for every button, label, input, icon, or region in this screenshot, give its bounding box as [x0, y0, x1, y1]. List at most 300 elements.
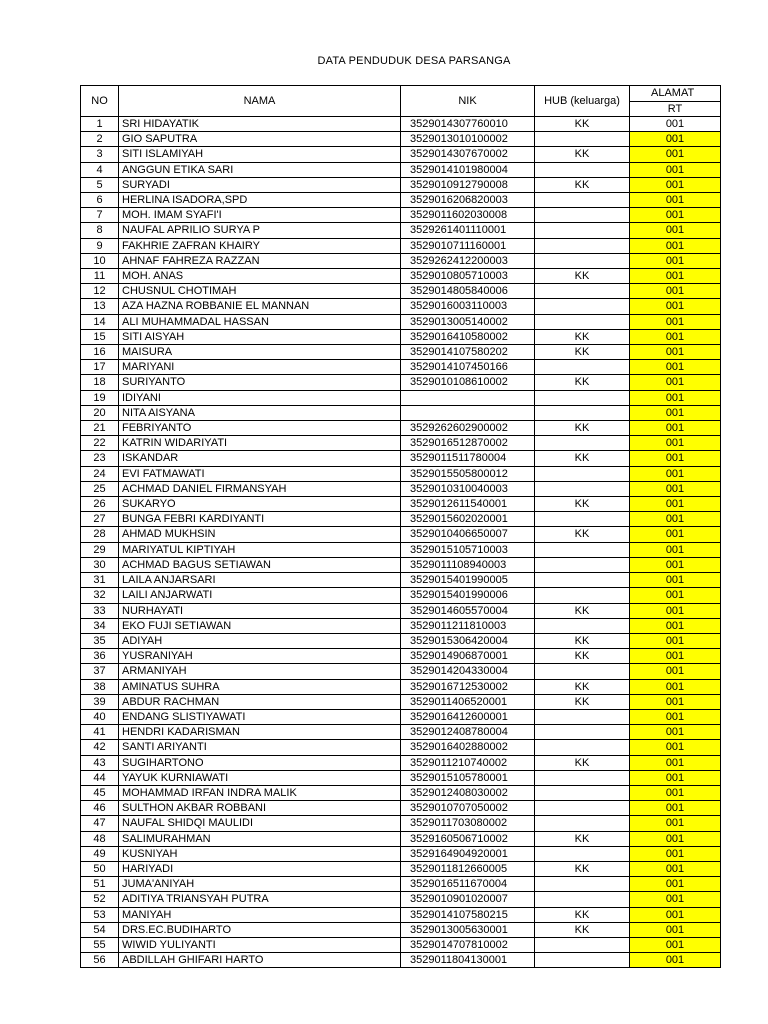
cell-nama: MARIYATUL KIPTIYAH	[119, 542, 401, 557]
table-row	[81, 603, 721, 618]
cell-nama: GIO SAPUTRA	[119, 132, 401, 147]
cell-nik: 3529011804130001	[401, 953, 535, 968]
cell-nama: HARIYADI	[119, 861, 401, 876]
cell-hub	[535, 740, 630, 755]
cell-rt: 001	[630, 740, 721, 755]
cell-hub	[535, 193, 630, 208]
table-row	[81, 573, 721, 588]
cell-rt: 001	[630, 679, 721, 694]
cell-rt: 001	[630, 649, 721, 664]
cell-nama: YUSRANIYAH	[119, 649, 401, 664]
cell-rt: 001	[630, 953, 721, 968]
table-body	[81, 117, 721, 968]
cell-hub	[535, 405, 630, 420]
cell-no: 26	[81, 497, 119, 512]
cell-nama: NAUFAL SHIDQI MAULIDI	[119, 816, 401, 831]
cell-hub: KK	[535, 831, 630, 846]
table-row	[81, 907, 721, 922]
cell-hub	[535, 816, 630, 831]
cell-rt: 001	[630, 785, 721, 800]
cell-nik: 3529015401990005	[401, 573, 535, 588]
cell-hub	[535, 725, 630, 740]
table-row	[81, 785, 721, 800]
table-row	[81, 421, 721, 436]
table-row	[81, 299, 721, 314]
cell-no: 13	[81, 299, 119, 314]
cell-nama: AHNAF FAHREZA RAZZAN	[119, 253, 401, 268]
cell-hub	[535, 299, 630, 314]
cell-no: 25	[81, 481, 119, 496]
cell-nik: 3529014805840006	[401, 284, 535, 299]
table-row	[81, 466, 721, 481]
cell-rt: 001	[630, 421, 721, 436]
table-row	[81, 360, 721, 375]
cell-rt: 001	[630, 512, 721, 527]
cell-no: 30	[81, 557, 119, 572]
cell-nik: 3529014707810002	[401, 937, 535, 952]
cell-no: 28	[81, 527, 119, 542]
table-row	[81, 497, 721, 512]
cell-nik: 3529012611540001	[401, 497, 535, 512]
cell-rt: 001	[630, 314, 721, 329]
cell-hub: KK	[535, 907, 630, 922]
cell-hub: KK	[535, 633, 630, 648]
table-row	[81, 861, 721, 876]
cell-rt: 001	[630, 937, 721, 952]
cell-hub	[535, 770, 630, 785]
cell-rt: 001	[630, 725, 721, 740]
cell-no: 10	[81, 253, 119, 268]
cell-no: 55	[81, 937, 119, 952]
table-row	[81, 405, 721, 420]
cell-nama: ENDANG SLISTIYAWATI	[119, 709, 401, 724]
cell-no: 51	[81, 877, 119, 892]
cell-rt: 001	[630, 527, 721, 542]
cell-rt: 001	[630, 557, 721, 572]
cell-nik: 3529261401110001	[401, 223, 535, 238]
cell-rt: 001	[630, 223, 721, 238]
header-nik: NIK	[401, 86, 535, 117]
cell-hub: KK	[535, 329, 630, 344]
table-row	[81, 755, 721, 770]
table-row	[81, 588, 721, 603]
cell-rt: 001	[630, 664, 721, 679]
cell-nik: 3529011108940003	[401, 557, 535, 572]
population-table-container	[80, 85, 768, 975]
cell-nama: AMINATUS SUHRA	[119, 679, 401, 694]
cell-nama: SULTHON AKBAR ROBBANI	[119, 801, 401, 816]
cell-hub	[535, 132, 630, 147]
cell-no: 24	[81, 466, 119, 481]
cell-nik: 3529010901020007	[401, 892, 535, 907]
cell-hub: KK	[535, 421, 630, 436]
table-row	[81, 846, 721, 861]
table-row	[81, 345, 721, 360]
cell-hub: KK	[535, 527, 630, 542]
cell-rt: 001	[630, 162, 721, 177]
cell-rt: 001	[630, 846, 721, 861]
cell-no: 40	[81, 709, 119, 724]
cell-nama: MARIYANI	[119, 360, 401, 375]
cell-nama: ARMANIYAH	[119, 664, 401, 679]
cell-no: 6	[81, 193, 119, 208]
cell-nik: 3529011703080002	[401, 816, 535, 831]
cell-no: 21	[81, 421, 119, 436]
cell-hub: KK	[535, 649, 630, 664]
cell-rt: 001	[630, 801, 721, 816]
cell-nik: 3529014107580215	[401, 907, 535, 922]
cell-no: 33	[81, 603, 119, 618]
table-row	[81, 223, 721, 238]
cell-nik: 3529262412200003	[401, 253, 535, 268]
cell-nik: 3529011511780004	[401, 451, 535, 466]
cell-nama: LAILI ANJARWATI	[119, 588, 401, 603]
cell-nik: 3529014605570004	[401, 603, 535, 618]
cell-nama: SURYADI	[119, 177, 401, 192]
cell-no: 47	[81, 816, 119, 831]
cell-rt: 001	[630, 345, 721, 360]
cell-hub	[535, 937, 630, 952]
cell-rt: 001	[630, 390, 721, 405]
cell-rt: 001	[630, 360, 721, 375]
cell-hub: KK	[535, 694, 630, 709]
table-row	[81, 329, 721, 344]
table-row	[81, 633, 721, 648]
cell-nik: 3529014204330004	[401, 664, 535, 679]
cell-hub	[535, 709, 630, 724]
cell-hub	[535, 481, 630, 496]
header-alamat: ALAMAT	[630, 86, 721, 102]
cell-hub	[535, 877, 630, 892]
cell-rt: 001	[630, 193, 721, 208]
cell-nama: CHUSNUL CHOTIMAH	[119, 284, 401, 299]
header-hub: HUB (keluarga)	[535, 86, 630, 117]
cell-nama: ACHMAD DANIEL FIRMANSYAH	[119, 481, 401, 496]
cell-rt: 001	[630, 208, 721, 223]
cell-rt: 001	[630, 618, 721, 633]
cell-nik: 3529016206820003	[401, 193, 535, 208]
table-row	[81, 208, 721, 223]
cell-no: 53	[81, 907, 119, 922]
cell-no: 41	[81, 725, 119, 740]
cell-hub	[535, 436, 630, 451]
cell-nik: 3529011812660005	[401, 861, 535, 876]
cell-hub: KK	[535, 755, 630, 770]
cell-rt: 001	[630, 436, 721, 451]
cell-rt: 001	[630, 405, 721, 420]
cell-hub: KK	[535, 269, 630, 284]
table-row	[81, 649, 721, 664]
cell-hub: KK	[535, 497, 630, 512]
cell-nama: NITA AISYANA	[119, 405, 401, 420]
table-row	[81, 162, 721, 177]
cell-no: 48	[81, 831, 119, 846]
cell-hub	[535, 512, 630, 527]
table-row	[81, 709, 721, 724]
table-row	[81, 801, 721, 816]
cell-rt: 001	[630, 770, 721, 785]
table-row	[81, 147, 721, 162]
table-row	[81, 132, 721, 147]
cell-no: 49	[81, 846, 119, 861]
cell-hub	[535, 664, 630, 679]
table-row	[81, 770, 721, 785]
cell-nama: ISKANDAR	[119, 451, 401, 466]
cell-nama: ADITIYA TRIANSYAH PUTRA	[119, 892, 401, 907]
cell-rt: 001	[630, 253, 721, 268]
cell-rt: 001	[630, 375, 721, 390]
cell-nik: 3529015105780001	[401, 770, 535, 785]
cell-rt: 001	[630, 831, 721, 846]
cell-no: 45	[81, 785, 119, 800]
cell-rt: 001	[630, 603, 721, 618]
cell-hub: KK	[535, 922, 630, 937]
cell-nik: 3529014107450166	[401, 360, 535, 375]
cell-no: 50	[81, 861, 119, 876]
table-row	[81, 269, 721, 284]
cell-rt: 001	[630, 755, 721, 770]
cell-no: 34	[81, 618, 119, 633]
table-row	[81, 193, 721, 208]
cell-nama: MOH. ANAS	[119, 269, 401, 284]
cell-rt: 001	[630, 633, 721, 648]
cell-hub	[535, 542, 630, 557]
cell-hub	[535, 162, 630, 177]
cell-nik: 3529014906870001	[401, 649, 535, 664]
cell-no: 1	[81, 117, 119, 132]
cell-no: 29	[81, 542, 119, 557]
cell-no: 20	[81, 405, 119, 420]
cell-nik: 3529013010100002	[401, 132, 535, 147]
cell-hub: KK	[535, 679, 630, 694]
cell-nik: 3529016712530002	[401, 679, 535, 694]
cell-rt: 001	[630, 147, 721, 162]
cell-nama: IDIYANI	[119, 390, 401, 405]
cell-nik: 3529011210740002	[401, 755, 535, 770]
cell-nik: 3529010912790008	[401, 177, 535, 192]
cell-nama: EVI FATMAWATI	[119, 466, 401, 481]
cell-rt: 001	[630, 269, 721, 284]
population-table	[80, 85, 721, 968]
cell-nama: KUSNIYAH	[119, 846, 401, 861]
cell-rt: 001	[630, 588, 721, 603]
table-row	[81, 481, 721, 496]
cell-no: 22	[81, 436, 119, 451]
cell-no: 15	[81, 329, 119, 344]
cell-nama: EKO FUJI SETIAWAN	[119, 618, 401, 633]
cell-nik: 3529010707050002	[401, 801, 535, 816]
cell-nik: 3529016003110003	[401, 299, 535, 314]
cell-nama: LAILA ANJARSARI	[119, 573, 401, 588]
cell-nama: ABDUR RACHMAN	[119, 694, 401, 709]
cell-nama: ACHMAD BAGUS SETIAWAN	[119, 557, 401, 572]
cell-nik: 3529012408780004	[401, 725, 535, 740]
cell-no: 3	[81, 147, 119, 162]
cell-hub	[535, 466, 630, 481]
table-row	[81, 740, 721, 755]
cell-no: 12	[81, 284, 119, 299]
cell-nik: 3529014307670002	[401, 147, 535, 162]
cell-no: 44	[81, 770, 119, 785]
table-row	[81, 953, 721, 968]
cell-nama: AZA HAZNA ROBBANIE EL MANNAN	[119, 299, 401, 314]
table-header	[81, 86, 721, 117]
cell-no: 9	[81, 238, 119, 253]
cell-no: 23	[81, 451, 119, 466]
cell-hub	[535, 238, 630, 253]
cell-rt: 001	[630, 861, 721, 876]
cell-no: 19	[81, 390, 119, 405]
cell-nik: 3529010108610002	[401, 375, 535, 390]
cell-hub: KK	[535, 345, 630, 360]
cell-nama: FEBRIYANTO	[119, 421, 401, 436]
cell-hub	[535, 785, 630, 800]
table-row	[81, 679, 721, 694]
cell-nik: 3529015401990006	[401, 588, 535, 603]
cell-nik: 3529015602020001	[401, 512, 535, 527]
table-row	[81, 694, 721, 709]
table-row	[81, 314, 721, 329]
table-row	[81, 542, 721, 557]
cell-nik: 3529010406650007	[401, 527, 535, 542]
cell-no: 18	[81, 375, 119, 390]
cell-no: 31	[81, 573, 119, 588]
cell-nama: MAISURA	[119, 345, 401, 360]
cell-nik: 3529014101980004	[401, 162, 535, 177]
cell-rt: 001	[630, 573, 721, 588]
cell-no: 39	[81, 694, 119, 709]
cell-no: 32	[81, 588, 119, 603]
cell-hub: KK	[535, 451, 630, 466]
cell-hub	[535, 253, 630, 268]
cell-rt: 001	[630, 451, 721, 466]
cell-no: 54	[81, 922, 119, 937]
cell-nama: SALIMURAHMAN	[119, 831, 401, 846]
cell-nik: 3529016512870002	[401, 436, 535, 451]
cell-hub	[535, 223, 630, 238]
table-row	[81, 557, 721, 572]
cell-rt: 001	[630, 922, 721, 937]
table-row	[81, 238, 721, 253]
cell-nama: SRI HIDAYATIK	[119, 117, 401, 132]
cell-rt: 001	[630, 709, 721, 724]
cell-no: 46	[81, 801, 119, 816]
cell-nama: SUKARYO	[119, 497, 401, 512]
table-row	[81, 831, 721, 846]
cell-nik	[401, 390, 535, 405]
cell-nama: SUGIHARTONO	[119, 755, 401, 770]
cell-hub: KK	[535, 117, 630, 132]
cell-hub	[535, 953, 630, 968]
table-row	[81, 375, 721, 390]
cell-rt: 001	[630, 816, 721, 831]
cell-nama: SURIYANTO	[119, 375, 401, 390]
table-row	[81, 937, 721, 952]
cell-nama: KATRIN WIDARIYATI	[119, 436, 401, 451]
cell-nik: 3529010310040003	[401, 481, 535, 496]
cell-nama: NURHAYATI	[119, 603, 401, 618]
cell-rt: 001	[630, 466, 721, 481]
cell-nama: SITI ISLAMIYAH	[119, 147, 401, 162]
cell-no: 5	[81, 177, 119, 192]
table-row	[81, 390, 721, 405]
cell-hub	[535, 557, 630, 572]
cell-hub	[535, 892, 630, 907]
cell-nama: HENDRI KADARISMAN	[119, 725, 401, 740]
cell-nama: MOH. IMAM SYAFI'I	[119, 208, 401, 223]
cell-no: 11	[81, 269, 119, 284]
cell-hub	[535, 801, 630, 816]
cell-nik: 3529010805710003	[401, 269, 535, 284]
cell-hub	[535, 588, 630, 603]
table-row	[81, 877, 721, 892]
cell-rt: 001	[630, 132, 721, 147]
cell-no: 2	[81, 132, 119, 147]
cell-nik: 3529013005140002	[401, 314, 535, 329]
cell-hub	[535, 390, 630, 405]
table-row	[81, 253, 721, 268]
cell-nik: 3529016410580002	[401, 329, 535, 344]
cell-nama: DRS.EC.BUDIHARTO	[119, 922, 401, 937]
cell-rt: 001	[630, 177, 721, 192]
cell-no: 42	[81, 740, 119, 755]
cell-rt: 001	[630, 117, 721, 132]
cell-rt: 001	[630, 481, 721, 496]
header-rt: RT	[630, 101, 721, 117]
cell-nik: 3529262602900002	[401, 421, 535, 436]
cell-nama: ALI MUHAMMADAL HASSAN	[119, 314, 401, 329]
cell-nik	[401, 405, 535, 420]
cell-nik: 3529011211810003	[401, 618, 535, 633]
cell-nama: YAYUK KURNIAWATI	[119, 770, 401, 785]
cell-hub	[535, 846, 630, 861]
cell-nik: 3529012408030002	[401, 785, 535, 800]
table-row	[81, 892, 721, 907]
cell-rt: 001	[630, 694, 721, 709]
cell-nama: HERLINA ISADORA,SPD	[119, 193, 401, 208]
cell-hub: KK	[535, 177, 630, 192]
cell-nik: 3529011406520001	[401, 694, 535, 709]
cell-nik: 3529011602030008	[401, 208, 535, 223]
cell-no: 35	[81, 633, 119, 648]
cell-nama: SANTI ARIYANTI	[119, 740, 401, 755]
cell-no: 52	[81, 892, 119, 907]
header-nama: NAMA	[119, 86, 401, 117]
cell-no: 16	[81, 345, 119, 360]
table-row	[81, 451, 721, 466]
cell-rt: 001	[630, 892, 721, 907]
table-row	[81, 725, 721, 740]
cell-nama: MANIYAH	[119, 907, 401, 922]
cell-nama: FAKHRIE ZAFRAN KHAIRY	[119, 238, 401, 253]
cell-no: 17	[81, 360, 119, 375]
cell-hub: KK	[535, 603, 630, 618]
header-no: NO	[81, 86, 119, 117]
table-row	[81, 664, 721, 679]
cell-nama: ABDILLAH GHIFARI HARTO	[119, 953, 401, 968]
table-row	[81, 922, 721, 937]
cell-nama: ADIYAH	[119, 633, 401, 648]
cell-nama: NAUFAL APRILIO SURYA P	[119, 223, 401, 238]
cell-no: 4	[81, 162, 119, 177]
table-row	[81, 512, 721, 527]
cell-rt: 001	[630, 907, 721, 922]
table-row	[81, 284, 721, 299]
cell-hub	[535, 284, 630, 299]
table-row	[81, 436, 721, 451]
table-row	[81, 527, 721, 542]
cell-nik: 3529160506710002	[401, 831, 535, 846]
